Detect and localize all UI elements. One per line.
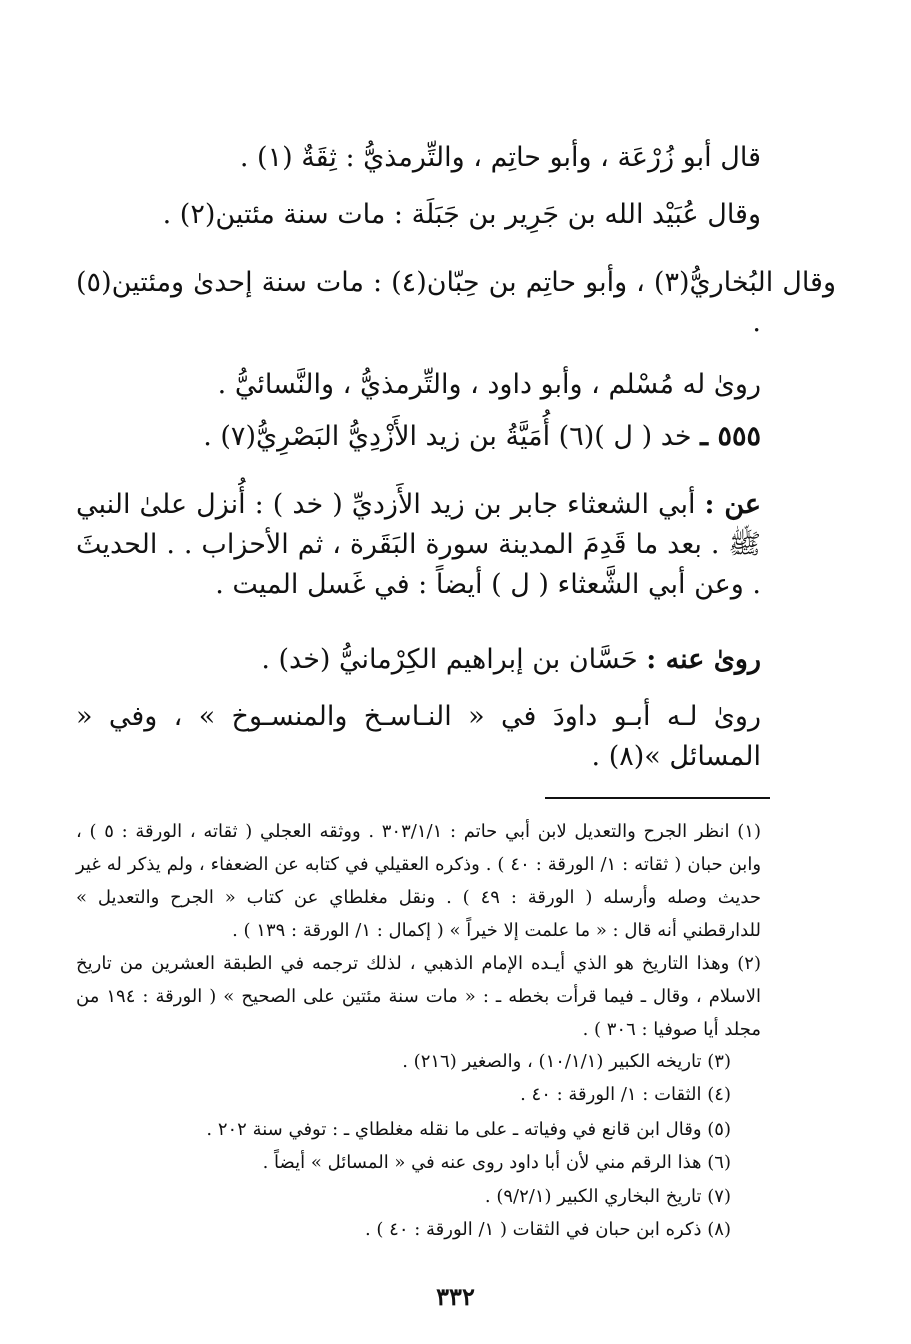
footnote-separator — [545, 797, 770, 799]
footnote-5: (٥) وقال ابن قانع في وفياته ـ على ما نقله مغلطاي ـ : توفي سنة ٢٠٢ . — [206, 1119, 731, 1140]
last-paragraph: رویٰ لـه أبـو داودَ في « النـاسـخ والمنسـوخ » ، وفي « المسائل »(٨) . — [76, 701, 761, 772]
footnote-8: (٨) ذكره ابن حبان في الثقات ( ١/ الورقة : ٤٠ ) . — [364, 1219, 731, 1240]
footnote-7: (٧) تاريخ البخاري الكبير (٩/٢/١) . — [484, 1186, 731, 1207]
footnote-4: (٤) الثقات : ١/ الورقة : ٤٠ . — [520, 1084, 731, 1105]
narrators-line — [261, 640, 761, 680]
entry-title: خد ( ل )(٦) أُمَيَّةُ بن زيد الأَزْدِيُّ البَصْرِيُّ(٧) . — [203, 421, 692, 452]
main-paragraph-3: وقال البُخاريُّ(٣) ، وأبو حاتِم بن حِبّان(٤) : مات سنة إحدىٰ ومئتين(٥) . — [76, 267, 836, 338]
main-line-1: قال أبو زُرْعَة ، وأبو حاتِم ، والتِّرمذيُّ : ثِقَةٌ (١) . — [239, 142, 761, 173]
footnote-2: (٢) وهذا التاريخ هو الذي أيـده الإمام الذهبي ، لذلك ترجمه في الطبقة العشرين من تاريخ الاسلام ، وقال ـ فيما قرأت بخطه ـ : « مات سنة مئتين على الصحيح » ( الورقة : ١٩٤ من مجلد أيا صوفيا : ٣٠٦ ) . — [76, 953, 761, 1040]
footnote-3: (٣) تاريخه الكبير (١٠/١/١) ، والصغير (٢١٦) . — [402, 1051, 731, 1072]
narrators-label: رویٰ عنه : — [646, 644, 761, 675]
page-number: ٣٣٢ — [436, 1282, 475, 1311]
narrated-from-paragraph — [76, 485, 761, 605]
main-line-2: وقال عُبَيْد الله بن جَرِير بن جَبَلَة : مات سنة مئتين(٢) . — [162, 199, 761, 230]
footnote-6: (٦) هذا الرقم مني لأن أبا داود روى عنه في « المسائل » أيضاً . — [262, 1152, 731, 1173]
entry-number: ٥٥٥ ـ — [700, 421, 761, 452]
narrated-from-label: عن : — [704, 489, 761, 520]
entry-heading — [203, 417, 761, 457]
narrators-text: حَسَّان بن إبراهيم الكِرْمانيُّ (خد) . — [261, 644, 638, 675]
footnote-1: (١) انظر الجرح والتعديل لابن أبي حاتم : ٣٠٣/١/١ . ووثقه العجلي ( ثقاته ، الورقة : ٥ ) ، وابن حبان ( ثقاته : ١/ الورقة : ٤٠ ) . وذكره العقيلي في كتابه عن الضعفاء ، ولم يذكر له غير حديث وصله وأرسله ( الورقة : ٤٩ ) . ونقل مغلطاي عن كتاب « الجرح والتعديل » للدارقطني أنه قال : « ما علمت إلا خيراً » ( إكمال : ١/ الورقة : ١٣٩ ) . — [76, 821, 762, 941]
main-line-4: رویٰ له مُسْلم ، وأبو داود ، والتِّرمذيُّ ، والنَّسائيُّ . — [217, 369, 761, 400]
narrated-from-text: أبي الشعثاء جابر بن زيد الأَزديِّ ( خد ) : أُنزل علىٰ النبي ﷺ . بعد ما قَدِمَ المدينة سورة البَقَرة ، ثم الأحزاب . . الحديثَ . وعن أبي الشَّعثاء ( ل ) أيضاً : في غَسل الميت . — [76, 489, 761, 600]
